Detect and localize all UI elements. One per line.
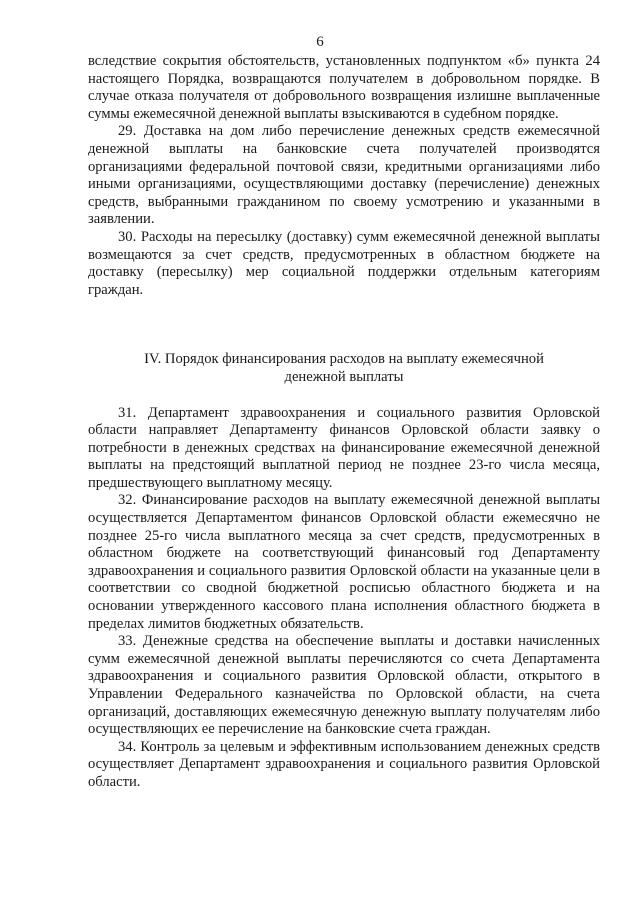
page-number: 6 [316,34,324,50]
paragraph-33: 33. Денежные средства на обеспечение выплаты и доставки начисленных сумм ежемесячной денежной выплаты перечисляются со счета Департамента здравоохранения и социального развития Орловской области, открытого в Управлении Федерального казначейства по Орловской области, на счета организаций, доставляющих ежемесячную денежную выплату получателям либо осуществляющих ее перечисление на банковские счета граждан. [88,633,600,738]
paragraph-group-top [88,53,600,299]
section-heading: IV. Порядок финансирования расходов на выплату ежемесячной денежной выплаты [144,351,544,385]
paragraph-29: 29. Доставка на дом либо перечисление денежных средств ежемесячной денежной выплаты на банковские счета получателей производятся организациями федеральной почтовой связи, кредитными организациями либо иными организациями, осуществляющими доставку (перечисление) денежных средств, выбранными гражданином по своему усмотрению и указанными в заявлении. [88,123,600,228]
paragraph-31: 31. Департамент здравоохранения и социального развития Орловской области направляет Департаменту финансов Орловской области заявку о потребности в денежных средствах на финансирование ежемесячной денежной выплаты на предстоящий выплатной период не позднее 23-го числа месяца, предшествующего выплатному месяцу. [88,404,600,491]
paragraph-continuation: вследствие сокрытия обстоятельств, установленных подпунктом «б» пункта 24 настоящего Порядка, возвращаются получателем в добровольном порядке. В случае отказа получателя от добровольного возвращения излишне выплаченные суммы ежемесячной денежной выплаты взыскиваются в судебном порядке. [88,53,600,122]
paragraph-34: 34. Контроль за целевым и эффективным использованием денежных средств осуществляет Департамент здравоохранения и социального развития Орловской области. [88,738,600,790]
paragraph-30: 30. Расходы на пересылку (доставку) сумм ежемесячной денежной выплаты возмещаются за счет средств, предусмотренных в областном бюджете на доставку (пересылку) мер социальной поддержки отдельным категориям граждан. [88,228,600,298]
document-body [88,53,600,792]
paragraph-group-bottom [88,405,600,792]
paragraph-32: 32. Финансирование расходов на выплату ежемесячной денежной выплаты осуществляется Департаментом финансов Орловской области ежемесячно не позднее 25-го числа выплатного месяца за счет средств, предусмотренных в областном бюджете на соответствующий финансовый год Департаменту здравоохранения и социального развития Орловской области на указанные цели в соответствии со сводной бюджетной росписью областного бюджета и на основании утвержденного кассового плана исполнения областного бюджета в пределах лимитов бюджетных обязательств. [88,492,600,632]
